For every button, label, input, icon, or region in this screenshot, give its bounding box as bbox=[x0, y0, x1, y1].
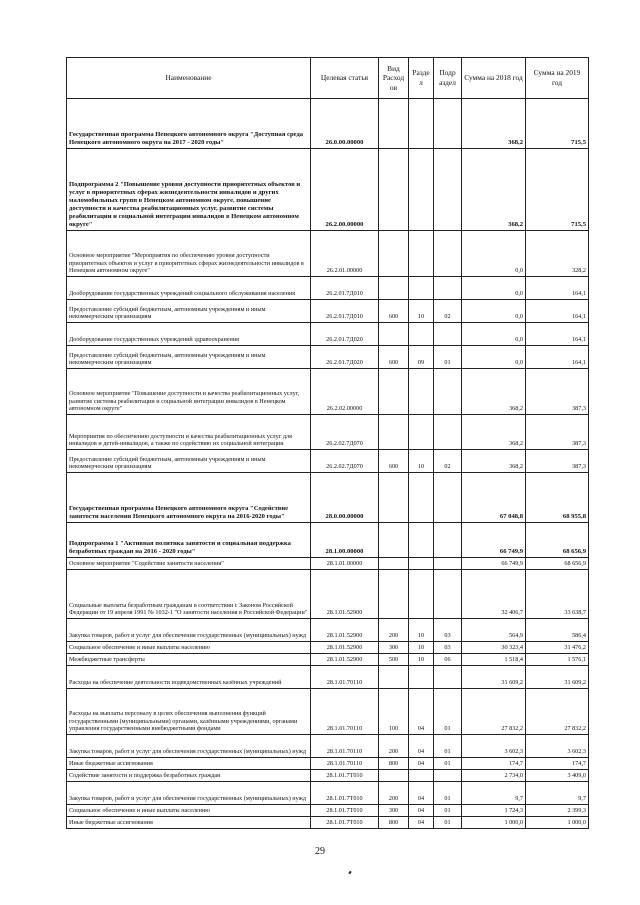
cell-sum-2018: 32 406,7 bbox=[462, 570, 526, 619]
cell-target-article: 28.1.01.70110 bbox=[311, 758, 379, 770]
table-row bbox=[67, 642, 589, 654]
cell-target-article: 26.2.01.7Д020 bbox=[311, 323, 379, 346]
cell-target-article: 28.1.01.70110 bbox=[311, 666, 379, 689]
cell-subsection bbox=[434, 570, 462, 619]
cell-sum-2019: 164,1 bbox=[526, 346, 589, 369]
cell-subsection: 01 bbox=[434, 346, 462, 369]
table-row bbox=[67, 689, 589, 735]
cell-sum-2018: 0,0 bbox=[462, 277, 526, 300]
cell-target-article: 28.1.01.52900 bbox=[311, 570, 379, 619]
cell-name: Социальные выплаты безработным гражданам в соответствии с Законом Российской Федерации от 19 апреля 1991 № 1032-1 "О занятости населения в Российской Федерации" bbox=[67, 570, 311, 619]
cell-sum-2019: 9,7 bbox=[526, 782, 589, 805]
cell-subsection: 02 bbox=[434, 450, 462, 473]
cell-expense-type bbox=[379, 277, 409, 300]
header-name: Наименование bbox=[67, 58, 311, 99]
cell-section: 09 bbox=[409, 346, 434, 369]
cell-name: Иные бюджетные ассигнования bbox=[67, 817, 311, 829]
cell-sum-2019: 328,2 bbox=[526, 231, 589, 277]
cell-sum-2018: 0,0 bbox=[462, 300, 526, 323]
table-row bbox=[67, 415, 589, 450]
stray-mark bbox=[348, 871, 351, 875]
cell-target-article: 28.1.01.70110 bbox=[311, 689, 379, 735]
cell-expense-type: 200 bbox=[379, 735, 409, 758]
cell-sum-2018: 564,9 bbox=[462, 619, 526, 642]
cell-sum-2019: 68 955,8 bbox=[526, 473, 589, 523]
cell-target-article: 28.1.01.7Т010 bbox=[311, 817, 379, 829]
cell-sum-2019: 164,1 bbox=[526, 300, 589, 323]
cell-section: 04 bbox=[409, 817, 434, 829]
cell-sum-2019: 586,4 bbox=[526, 619, 589, 642]
cell-section bbox=[409, 149, 434, 231]
cell-sum-2019: 1 576,1 bbox=[526, 654, 589, 666]
cell-expense-type: 600 bbox=[379, 450, 409, 473]
cell-section bbox=[409, 558, 434, 570]
budget-table bbox=[66, 57, 589, 829]
cell-name: Государственная программа Ненецкого автономного округа "Содействие занятости населения Ненецкого автономного округа на 2016-2020 годы" bbox=[67, 473, 311, 523]
cell-expense-type bbox=[379, 523, 409, 558]
cell-subsection bbox=[434, 149, 462, 231]
table-row bbox=[67, 523, 589, 558]
page-number: 29 bbox=[315, 846, 325, 857]
cell-name: Расходы на выплаты персоналу в целях обеспечения выполнения функций государственными (муниципальными) органами, казёнными учреждениями, органами управления государственными внебюджетными фондами bbox=[67, 689, 311, 735]
cell-target-article: 28.1.01.00000 bbox=[311, 558, 379, 570]
cell-subsection bbox=[434, 369, 462, 415]
cell-target-article: 26.2.01.7Д010 bbox=[311, 300, 379, 323]
table-header-row bbox=[67, 58, 589, 99]
cell-sum-2019: 27 832,2 bbox=[526, 689, 589, 735]
cell-section bbox=[409, 369, 434, 415]
cell-target-article: 28.1.01.7Т010 bbox=[311, 782, 379, 805]
cell-target-article: 28.1.01.52900 bbox=[311, 619, 379, 642]
table-row bbox=[67, 323, 589, 346]
cell-subsection: 03 bbox=[434, 642, 462, 654]
cell-subsection bbox=[434, 473, 462, 523]
table-row bbox=[67, 666, 589, 689]
cell-section: 04 bbox=[409, 782, 434, 805]
cell-subsection bbox=[434, 666, 462, 689]
cell-target-article: 28.1.01.7Т010 bbox=[311, 770, 379, 782]
cell-sum-2018: 0,0 bbox=[462, 323, 526, 346]
cell-sum-2018: 368,2 bbox=[462, 149, 526, 231]
cell-section: 10 bbox=[409, 654, 434, 666]
cell-name: Основное мероприятие "Содействие занятости населения" bbox=[67, 558, 311, 570]
cell-subsection: 06 bbox=[434, 654, 462, 666]
cell-sum-2018: 1 000,0 bbox=[462, 817, 526, 829]
cell-name: Мероприятия по обеспечению доступности и качества реабилитационных услуг для инвалидов и детей-инвалидов, а также по содействию их социальной интеграции bbox=[67, 415, 311, 450]
cell-expense-type bbox=[379, 149, 409, 231]
table-row bbox=[67, 619, 589, 642]
cell-name: Государственная программа Ненецкого автономного округа "Доступная среда Ненецкого автономного округа на 2017 - 2020 годы" bbox=[67, 99, 311, 149]
table-row bbox=[67, 817, 589, 829]
cell-sum-2018: 1 724,3 bbox=[462, 805, 526, 817]
cell-name: Предоставление субсидий бюджетным, автономным учреждениям и иным некоммерческим организациям bbox=[67, 300, 311, 323]
table-row bbox=[67, 300, 589, 323]
cell-subsection bbox=[434, 558, 462, 570]
table-row bbox=[67, 782, 589, 805]
cell-name: Закупка товаров, работ и услуг для обеспечения государственных (муниципальных) нужд bbox=[67, 735, 311, 758]
cell-sum-2018: 0,0 bbox=[462, 231, 526, 277]
cell-name: Подпрограмма 1 "Активная политика занятости и социальная поддержка безработных граждан на 2016 - 2020 годы" bbox=[67, 523, 311, 558]
cell-subsection: 01 bbox=[434, 689, 462, 735]
cell-sum-2019: 1 000,0 bbox=[526, 817, 589, 829]
table-row bbox=[67, 277, 589, 300]
cell-expense-type bbox=[379, 323, 409, 346]
cell-sum-2018: 66 749,9 bbox=[462, 523, 526, 558]
cell-target-article: 26.2.00.00000 bbox=[311, 149, 379, 231]
cell-sum-2019: 164,1 bbox=[526, 277, 589, 300]
cell-subsection bbox=[434, 277, 462, 300]
cell-section: 10 bbox=[409, 619, 434, 642]
cell-target-article: 28.0.00.00000 bbox=[311, 473, 379, 523]
cell-name: Дооборудование государственных учреждений социального обслуживания населения bbox=[67, 277, 311, 300]
cell-expense-type: 100 bbox=[379, 689, 409, 735]
cell-section bbox=[409, 523, 434, 558]
cell-expense-type bbox=[379, 99, 409, 149]
cell-expense-type bbox=[379, 415, 409, 450]
cell-expense-type bbox=[379, 770, 409, 782]
cell-section: 10 bbox=[409, 300, 434, 323]
table-body bbox=[67, 99, 589, 829]
cell-name: Предоставление субсидий бюджетным, автономным учреждениям и иным некоммерческим организациям bbox=[67, 450, 311, 473]
cell-sum-2018: 27 832,2 bbox=[462, 689, 526, 735]
cell-name: Социальное обеспечение и иные выплаты населению bbox=[67, 642, 311, 654]
cell-target-article: 26.2.01.00000 bbox=[311, 231, 379, 277]
cell-section: 10 bbox=[409, 450, 434, 473]
cell-sum-2019: 31 476,2 bbox=[526, 642, 589, 654]
cell-name: Закупка товаров, работ и услуг для обеспечения государственных (муниципальных) нужд bbox=[67, 619, 311, 642]
cell-sum-2019: 2 399,3 bbox=[526, 805, 589, 817]
cell-section: 04 bbox=[409, 758, 434, 770]
table-row bbox=[67, 654, 589, 666]
cell-sum-2019: 33 638,7 bbox=[526, 570, 589, 619]
cell-section bbox=[409, 770, 434, 782]
cell-section: 10 bbox=[409, 642, 434, 654]
cell-subsection: 01 bbox=[434, 735, 462, 758]
cell-name: Предоставление субсидий бюджетным, автономным учреждениям и иным некоммерческим организациям bbox=[67, 346, 311, 369]
cell-section bbox=[409, 666, 434, 689]
cell-expense-type: 200 bbox=[379, 782, 409, 805]
cell-sum-2018: 0,0 bbox=[462, 346, 526, 369]
cell-sum-2018: 174,7 bbox=[462, 758, 526, 770]
cell-sum-2018: 9,7 bbox=[462, 782, 526, 805]
cell-sum-2018: 67 048,8 bbox=[462, 473, 526, 523]
cell-section bbox=[409, 415, 434, 450]
cell-target-article: 26.0.00.00000 bbox=[311, 99, 379, 149]
table-row bbox=[67, 758, 589, 770]
header-section: Разде л bbox=[409, 58, 434, 99]
table-row bbox=[67, 735, 589, 758]
cell-sum-2018: 1 518,4 bbox=[462, 654, 526, 666]
cell-expense-type: 200 bbox=[379, 619, 409, 642]
cell-sum-2018: 368,2 bbox=[462, 450, 526, 473]
cell-subsection bbox=[434, 323, 462, 346]
cell-expense-type: 800 bbox=[379, 817, 409, 829]
cell-sum-2018: 3 602,3 bbox=[462, 735, 526, 758]
cell-expense-type bbox=[379, 369, 409, 415]
cell-target-article: 26.2.01.7Д020 bbox=[311, 346, 379, 369]
cell-section: 04 bbox=[409, 735, 434, 758]
header-sum-2019: Сумма на 2019 год bbox=[526, 58, 589, 99]
table-row bbox=[67, 473, 589, 523]
header-expense-type: Вид Расход ов bbox=[379, 58, 409, 99]
table-row bbox=[67, 770, 589, 782]
cell-expense-type: 600 bbox=[379, 346, 409, 369]
cell-section bbox=[409, 570, 434, 619]
cell-expense-type bbox=[379, 558, 409, 570]
cell-sum-2019: 3 602,3 bbox=[526, 735, 589, 758]
table-row bbox=[67, 805, 589, 817]
table-row bbox=[67, 149, 589, 231]
header-subsection: Подр аздел bbox=[434, 58, 462, 99]
cell-name: Содействие занятости и поддержка безработных граждан bbox=[67, 770, 311, 782]
cell-target-article: 26.2.01.7Д010 bbox=[311, 277, 379, 300]
cell-sum-2019: 715,5 bbox=[526, 149, 589, 231]
cell-sum-2018: 368,2 bbox=[462, 99, 526, 149]
cell-name: Дооборудование государственных учреждений здравоохранения bbox=[67, 323, 311, 346]
cell-sum-2019: 31 609,2 bbox=[526, 666, 589, 689]
cell-expense-type bbox=[379, 473, 409, 523]
cell-expense-type: 300 bbox=[379, 805, 409, 817]
cell-expense-type bbox=[379, 570, 409, 619]
cell-expense-type: 600 bbox=[379, 300, 409, 323]
cell-target-article: 26.2.02.00000 bbox=[311, 369, 379, 415]
cell-subsection: 01 bbox=[434, 758, 462, 770]
cell-sum-2018: 368,2 bbox=[462, 415, 526, 450]
cell-name: Закупка товаров, работ и услуг для обеспечения государственных (муниципальных) нужд bbox=[67, 782, 311, 805]
cell-section bbox=[409, 473, 434, 523]
cell-sum-2019: 387,3 bbox=[526, 369, 589, 415]
cell-target-article: 28.1.01.7Т010 bbox=[311, 805, 379, 817]
cell-section bbox=[409, 231, 434, 277]
cell-target-article: 26.2.02.7Д070 bbox=[311, 450, 379, 473]
cell-section bbox=[409, 323, 434, 346]
cell-sum-2019: 68 656,9 bbox=[526, 558, 589, 570]
cell-name: Социальное обеспечение и иные выплаты населению bbox=[67, 805, 311, 817]
header-sum-2018: Сумма на 2018 год bbox=[462, 58, 526, 99]
cell-expense-type: 300 bbox=[379, 642, 409, 654]
cell-sum-2019: 387,3 bbox=[526, 450, 589, 473]
cell-name: Расходы на обеспечение деятельности подведомственных казённых учреждений bbox=[67, 666, 311, 689]
cell-section: 04 bbox=[409, 805, 434, 817]
cell-sum-2019: 3 409,0 bbox=[526, 770, 589, 782]
cell-target-article: 28.1.00.00000 bbox=[311, 523, 379, 558]
cell-subsection bbox=[434, 231, 462, 277]
cell-sum-2019: 387,3 bbox=[526, 415, 589, 450]
table-row bbox=[67, 346, 589, 369]
cell-target-article: 26.2.02.7Д070 bbox=[311, 415, 379, 450]
table-row bbox=[67, 99, 589, 149]
cell-name: Основное мероприятие "Мероприятия по обеспечению уровня доступности приоритетных объектов и услуг в приоритетных сферах жизнедеятельности инвалидов в Ненецком автономном округе" bbox=[67, 231, 311, 277]
table-row bbox=[67, 231, 589, 277]
cell-expense-type bbox=[379, 231, 409, 277]
cell-subsection bbox=[434, 770, 462, 782]
table-row bbox=[67, 369, 589, 415]
cell-subsection: 01 bbox=[434, 782, 462, 805]
cell-name: Межбюджетные трансферты bbox=[67, 654, 311, 666]
cell-section bbox=[409, 99, 434, 149]
table-row bbox=[67, 450, 589, 473]
cell-name: Основное мероприятие "Повышение доступности и качества реабилитационных услуг, развитие системы реабилитации и социальной интеграции инвалидов в Ненецком автономном округе" bbox=[67, 369, 311, 415]
cell-sum-2019: 174,7 bbox=[526, 758, 589, 770]
cell-sum-2018: 30 323,4 bbox=[462, 642, 526, 654]
cell-sum-2018: 368,2 bbox=[462, 369, 526, 415]
cell-sum-2019: 715,5 bbox=[526, 99, 589, 149]
cell-subsection bbox=[434, 523, 462, 558]
cell-sum-2018: 66 749,9 bbox=[462, 558, 526, 570]
cell-name: Подпрограмма 2 "Повышение уровня доступности приоритетных объектов и услуг в приоритетных сферах жизнедеятельности инвалидов и других маломобильных групп в Ненецком автономном округе, повышение доступности и качества реабилитационных услуг, развитие системы реабилитации и социальной интеграции инвалидов в Ненецком автономном округе" bbox=[67, 149, 311, 231]
table-row bbox=[67, 558, 589, 570]
cell-subsection: 02 bbox=[434, 300, 462, 323]
cell-subsection: 03 bbox=[434, 619, 462, 642]
cell-section: 04 bbox=[409, 689, 434, 735]
cell-subsection bbox=[434, 415, 462, 450]
cell-expense-type: 800 bbox=[379, 758, 409, 770]
header-target-article: Целевая статья bbox=[311, 58, 379, 99]
cell-expense-type bbox=[379, 666, 409, 689]
cell-target-article: 28.1.01.70110 bbox=[311, 735, 379, 758]
table-row bbox=[67, 570, 589, 619]
cell-name: Иные бюджетные ассигнования bbox=[67, 758, 311, 770]
cell-sum-2018: 2 734,0 bbox=[462, 770, 526, 782]
cell-subsection: 01 bbox=[434, 817, 462, 829]
cell-subsection: 01 bbox=[434, 805, 462, 817]
cell-target-article: 28.1.01.52900 bbox=[311, 654, 379, 666]
cell-sum-2019: 68 656,9 bbox=[526, 523, 589, 558]
cell-sum-2018: 31 609,2 bbox=[462, 666, 526, 689]
cell-sum-2019: 164,1 bbox=[526, 323, 589, 346]
cell-section bbox=[409, 277, 434, 300]
cell-target-article: 28.1.01.52900 bbox=[311, 642, 379, 654]
cell-expense-type: 500 bbox=[379, 654, 409, 666]
cell-subsection bbox=[434, 99, 462, 149]
